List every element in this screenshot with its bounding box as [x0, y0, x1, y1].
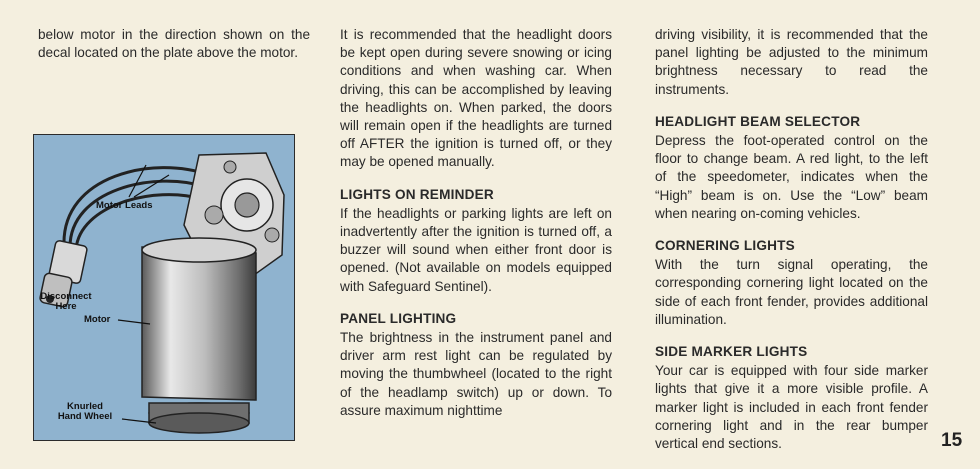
label-disconnect-line-1: Disconnect [40, 291, 92, 302]
heading-headlight-beam-selector: HEADLIGHT BEAM SELECTOR [655, 113, 861, 129]
label-disconnect-line-2: Here [55, 301, 77, 312]
label-knurled-line-1: Knurled [67, 401, 103, 412]
body-paragraph: The brightness in the instrument panel and driver arm rest light can be regulated by moving the thumbwheel (located to the right of the headlamp switch) up or down. To assure maximum nighttime [340, 330, 612, 418]
motor-drawing [34, 135, 295, 441]
label-motor: Motor [84, 314, 111, 325]
label-motor-leads: Motor Leads [96, 200, 153, 211]
body-paragraph: It is recommended that the headlight doors be kept open during severe snowing or icing conditions and when washing car. When driving, this can be accomplished by leaving the headlights on. When parked, the doors will remain open if the headlights are turned off AFTER the ignition is turned off, or they may be opened manually. [340, 27, 612, 170]
body-paragraph: If the headlights or parking lights are left on inadvertently after the ignition is turned off, a buzzer will sound when either front door is opened. (Not available on models equipped with Safeguard Sentinel). [340, 205, 612, 294]
heading-panel-lighting: PANEL LIGHTING [340, 310, 457, 326]
column-2 [340, 26, 612, 420]
label-knurled-hand-wheel [49, 402, 121, 422]
label-disconnect [36, 292, 96, 312]
body-paragraph: Depress the foot-operated control on the floor to change beam. A red light, to the left of the speedometer, indicates when the “High” beam is on. Use the “Low” beam when nearing on-coming vehicles. [655, 133, 928, 221]
heading-cornering-lights: CORNERING LIGHTS [655, 238, 795, 254]
column-3 [655, 26, 928, 453]
heading-side-marker-lights: SIDE MARKER LIGHTS [655, 344, 808, 360]
body-paragraph: Your car is equipped with four side marker lights that give it a more visible profile. A marker light is included in each front fender cornering light and in the rear bumper vertical end sections. [655, 363, 928, 452]
body-paragraph: below motor in the direction shown on the decal located on the plate above the motor. [38, 27, 310, 61]
body-paragraph: With the turn signal operating, the corresponding cornering light located on the side of each front fender, provides additional illumination. [655, 257, 928, 327]
motor-illustration [33, 134, 295, 441]
column-1 [38, 26, 310, 62]
label-knurled-line-2: Hand Wheel [57, 411, 113, 422]
page-number: 15 [941, 430, 963, 451]
heading-lights-on-reminder: LIGHTS ON REMINDER [340, 186, 494, 202]
body-paragraph: driving visibility, it is recommended that the panel lighting be adjusted to the minimum brightness necessary to read the instruments. [655, 27, 928, 97]
